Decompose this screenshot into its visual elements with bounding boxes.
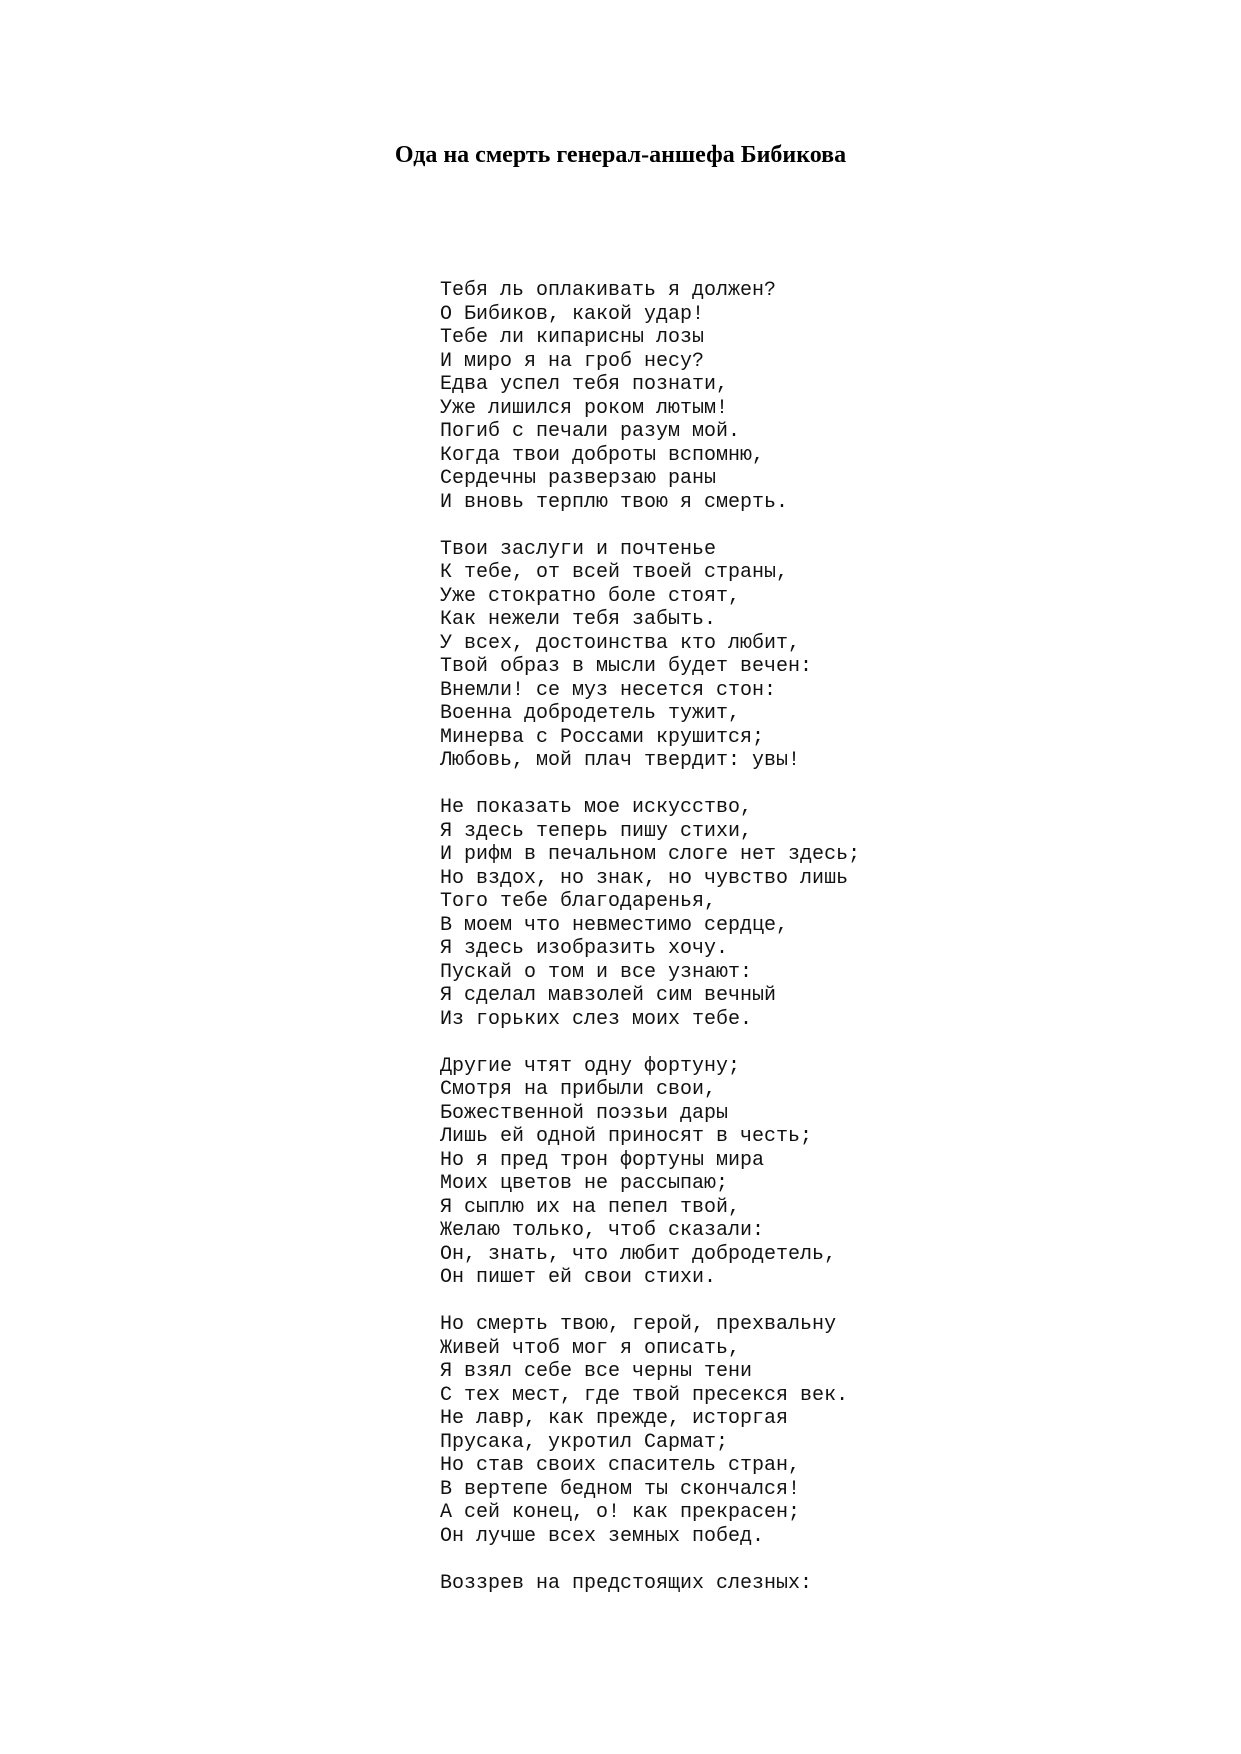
poem-line: Но я пред трон фортуны мира bbox=[440, 1148, 765, 1172]
poem-line: Уже стократно боле стоят, bbox=[440, 584, 741, 608]
poem-line: Военна добродетель тужит, bbox=[440, 702, 741, 725]
poem-line: Любовь, мой плач твердит: увы! bbox=[440, 749, 801, 772]
stanza bbox=[440, 796, 860, 1031]
poem-line: Не показать мое искусство, bbox=[440, 796, 753, 819]
poem-line: Твой образ в мысли будет вечен: bbox=[440, 655, 813, 678]
poem-line: У всех, достоинства кто любит, bbox=[440, 631, 801, 655]
poem-line: Сердечны разверзаю раны bbox=[440, 467, 717, 490]
poem-line: В моем что невместимо сердце, bbox=[440, 913, 789, 937]
poem-line: Он лучше всех земных побед. bbox=[440, 1524, 765, 1548]
poem-line: Божественной поэзьи дары bbox=[440, 1101, 729, 1125]
poem-line: Живей чтоб мог я описать, bbox=[440, 1336, 741, 1360]
poem-line: Смотря на прибыли свои, bbox=[440, 1078, 717, 1101]
poem-line: Он, знать, что любит добродетель, bbox=[440, 1242, 837, 1266]
stanza bbox=[440, 279, 860, 514]
poem-line: А сей конец, о! как прекрасен; bbox=[440, 1501, 801, 1524]
poem-line: Я сыплю их на пепел твой, bbox=[440, 1195, 741, 1219]
poem-line: Того тебе благодаренья, bbox=[440, 890, 717, 913]
poem-line: Лишь ей одной приносят в честь; bbox=[440, 1125, 813, 1148]
poem-line: Тебя ль оплакивать я должен? bbox=[440, 279, 777, 302]
poem-line: Внемли! се муз несется стон: bbox=[440, 678, 777, 702]
poem-line: Едва успел тебя познати, bbox=[440, 373, 729, 396]
poem-line: Уже лишился роком лютым! bbox=[440, 396, 729, 420]
poem-line: Воззрев на предстоящих слезных: bbox=[440, 1571, 813, 1595]
poem-line: Пускай о том и все узнают: bbox=[440, 960, 753, 984]
stanza bbox=[440, 1313, 860, 1548]
poem-line: Он пишет ей свои стихи. bbox=[440, 1266, 717, 1289]
poem-line: Желаю только, чтоб сказали: bbox=[440, 1219, 765, 1242]
poem-line: Другие чтят одну фортуну; bbox=[440, 1054, 741, 1078]
poem-line: Я здесь теперь пишу стихи, bbox=[440, 819, 753, 843]
stanza bbox=[440, 538, 860, 773]
poem-line: С тех мест, где твой пресекся век. bbox=[440, 1383, 849, 1407]
poem-line: К тебе, от всей твоей страны, bbox=[440, 561, 789, 584]
poem-line: Твои заслуги и почтенье bbox=[440, 537, 717, 561]
poem-line: И рифм в печальном слоге нет здесь; bbox=[440, 843, 861, 866]
poem-line: Как нежели тебя забыть. bbox=[440, 608, 717, 631]
poem-line: Минерва с Россами крушится; bbox=[440, 725, 765, 749]
poem-line: Я здесь изобразить хочу. bbox=[440, 937, 729, 960]
poem-line: О Бибиков, какой удар! bbox=[440, 302, 705, 326]
poem-line: В вертепе бедном ты скончался! bbox=[440, 1477, 801, 1501]
poem-line: Не лавр, как прежде, исторгая bbox=[440, 1407, 789, 1430]
poem-line: Но смерть твою, герой, прехвальну bbox=[440, 1313, 837, 1336]
poem-line: Из горьких слез моих тебе. bbox=[440, 1007, 753, 1031]
poem-line: Тебе ли кипарисны лозы bbox=[440, 326, 705, 349]
poem-line: Погиб с печали разум мой. bbox=[440, 420, 741, 443]
stanza bbox=[440, 1572, 860, 1596]
poem-line: Я сделал мавзолей сим вечный bbox=[440, 984, 777, 1007]
poem-line: Моих цветов не рассыпаю; bbox=[440, 1172, 729, 1195]
poem-line: И миро я на гроб несу? bbox=[440, 349, 705, 373]
poem-line: Я взял себе все черны тени bbox=[440, 1360, 753, 1383]
page-title: Ода на смерть генерал-аншефа Бибикова bbox=[394, 142, 847, 168]
poem-line: Но вздох, но знак, но чувство лишь bbox=[440, 866, 849, 890]
poem-line: Но став своих спаситель стран, bbox=[440, 1454, 801, 1477]
poem-line: И вновь терплю твою я смерть. bbox=[440, 490, 789, 514]
poem-line: Прусака, укротил Сармат; bbox=[440, 1430, 729, 1454]
poem-body bbox=[440, 279, 860, 1619]
stanza bbox=[440, 1055, 860, 1290]
poem-line: Когда твои доброты вспомню, bbox=[440, 443, 765, 467]
